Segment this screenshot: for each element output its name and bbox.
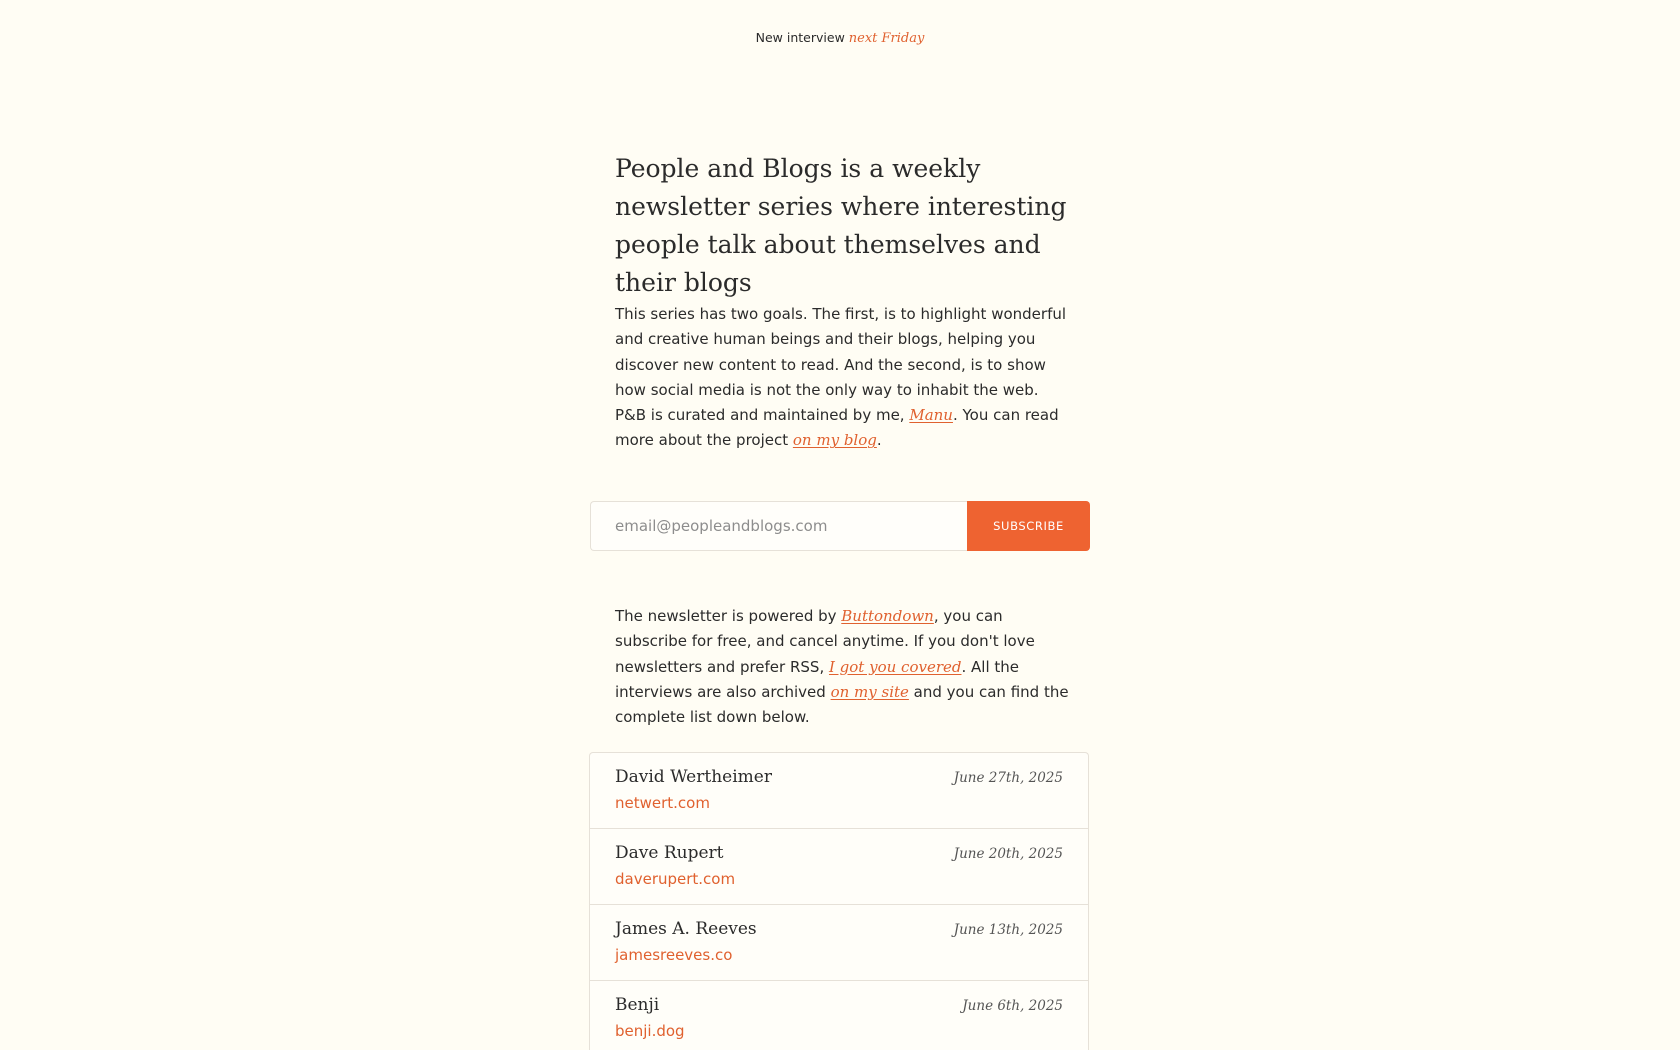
intro-text-3: . — [876, 431, 882, 450]
rss-link[interactable]: I got you covered — [828, 657, 962, 676]
buttondown-link[interactable]: Buttondown — [841, 607, 934, 625]
announcement-text: New interview — [755, 30, 845, 45]
interview-site-link[interactable]: daverupert.com — [615, 870, 736, 888]
interview-date: June 13th, 2025 — [953, 922, 1063, 938]
interview-name[interactable]: Benji — [615, 995, 660, 1015]
interview-list — [589, 752, 1089, 1050]
intro-paragraph — [615, 302, 1070, 454]
interview-row[interactable] — [590, 981, 1088, 1050]
page-title: People and Blogs is a weekly newsletter series where interesting people talk about themselves and their blogs — [615, 154, 1067, 297]
announcement-bar — [0, 30, 1680, 46]
interview-row[interactable] — [590, 829, 1088, 905]
interview-date: June 27th, 2025 — [953, 770, 1063, 786]
subscribe-form — [590, 501, 1090, 551]
interview-row[interactable] — [590, 753, 1088, 829]
subscribe-button[interactable]: SUBSCRIBE — [967, 501, 1090, 551]
interview-name[interactable]: Dave Rupert — [615, 843, 724, 863]
interview-row[interactable] — [590, 905, 1088, 981]
email-input[interactable] — [590, 501, 967, 551]
interview-name[interactable]: James A. Reeves — [615, 919, 757, 939]
manu-link[interactable]: Manu — [909, 406, 953, 425]
powered-text-3: . All the interviews are also archived — [615, 657, 1020, 701]
interview-date: June 20th, 2025 — [953, 846, 1063, 862]
powered-text-4: and you can find the complete list down below. — [615, 682, 1069, 727]
interview-site-link[interactable]: benji.dog — [615, 1022, 685, 1040]
powered-block — [615, 604, 1070, 730]
powered-text-2: , you can subscribe for free, and cancel anytime. If you don't love newsletters and prefer RSS, — [615, 607, 1035, 676]
headline-block — [615, 150, 1070, 302]
interview-date: June 6th, 2025 — [962, 998, 1063, 1014]
announcement-link[interactable]: next Friday — [848, 31, 925, 46]
blog-link[interactable]: on my blog — [792, 431, 877, 450]
intro-text-1: This series has two goals. The first, is to highlight wonderful and creative human beings and their blogs, helping you discover new content to read. And the second, is to show how social media is not the only way to inhabit the web. P&B is curated and maintained by me, — [615, 305, 1067, 425]
archive-link[interactable]: on my site — [830, 682, 909, 701]
interview-name[interactable]: David Wertheimer — [615, 767, 772, 787]
intro-block — [615, 302, 1070, 454]
powered-paragraph — [615, 604, 1070, 730]
powered-text-1: The newsletter is powered by — [615, 607, 842, 625]
interview-site-link[interactable]: jamesreeves.co — [615, 946, 733, 964]
intro-text-2: . You can read more about the project — [615, 406, 1059, 450]
interview-site-link[interactable]: netwert.com — [615, 794, 710, 812]
